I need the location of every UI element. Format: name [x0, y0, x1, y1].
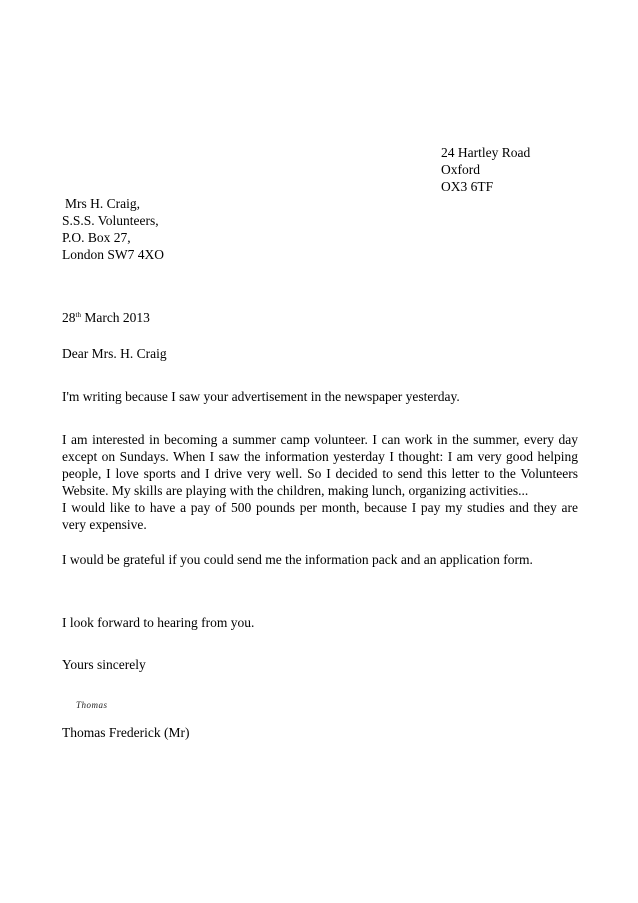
letter-date	[62, 309, 150, 326]
recipient-address-line: Mrs H. Craig,	[65, 196, 140, 211]
paragraph-forward: I look forward to hearing from you.	[62, 615, 255, 630]
sender-address-line: OX3 6TF	[441, 179, 494, 194]
date-rest: March 2013	[80, 310, 150, 325]
date-day: 28	[62, 310, 76, 325]
recipient-address-line: S.S.S. Volunteers,	[62, 213, 159, 228]
paragraph-request: I would be grateful if you could send me the information pack and an application form.	[62, 552, 533, 567]
closing: Yours sincerely	[62, 657, 146, 672]
salutation: Dear Mrs. H. Craig	[62, 346, 167, 361]
recipient-address-line: P.O. Box 27,	[62, 230, 131, 245]
recipient-address-line: London SW7 4XO	[62, 247, 164, 262]
paragraph-line: Website. My skills are playing with the children, making lunch, organizing activities...	[62, 483, 529, 498]
sender-address	[441, 144, 530, 195]
paragraph-line: I would like to have a pay of 500 pounds per month, because I pay my studies and they are	[62, 500, 578, 515]
paragraph-line: except on Sundays. When I saw the information yesterday I thought: I am very good helping	[62, 449, 578, 464]
paragraph-line: I am interested in becoming a summer camp volunteer. I can work in the summer, every day	[62, 432, 578, 447]
paragraph-line: people, I love sports and I drive very well. So I decided to send this letter to the Volunteers	[62, 466, 578, 481]
paragraph-intro: I'm writing because I saw your advertisement in the newspaper yesterday.	[62, 389, 460, 404]
sender-address-line: Oxford	[441, 162, 480, 177]
sender-name: Thomas Frederick (Mr)	[62, 725, 190, 740]
date-suffix: th	[75, 311, 81, 319]
recipient-address	[62, 195, 164, 263]
sender-address-line: 24 Hartley Road	[441, 145, 531, 160]
paragraph-line: very expensive.	[62, 517, 147, 532]
signature: Thomas	[76, 700, 108, 710]
paragraph-main	[62, 431, 578, 533]
